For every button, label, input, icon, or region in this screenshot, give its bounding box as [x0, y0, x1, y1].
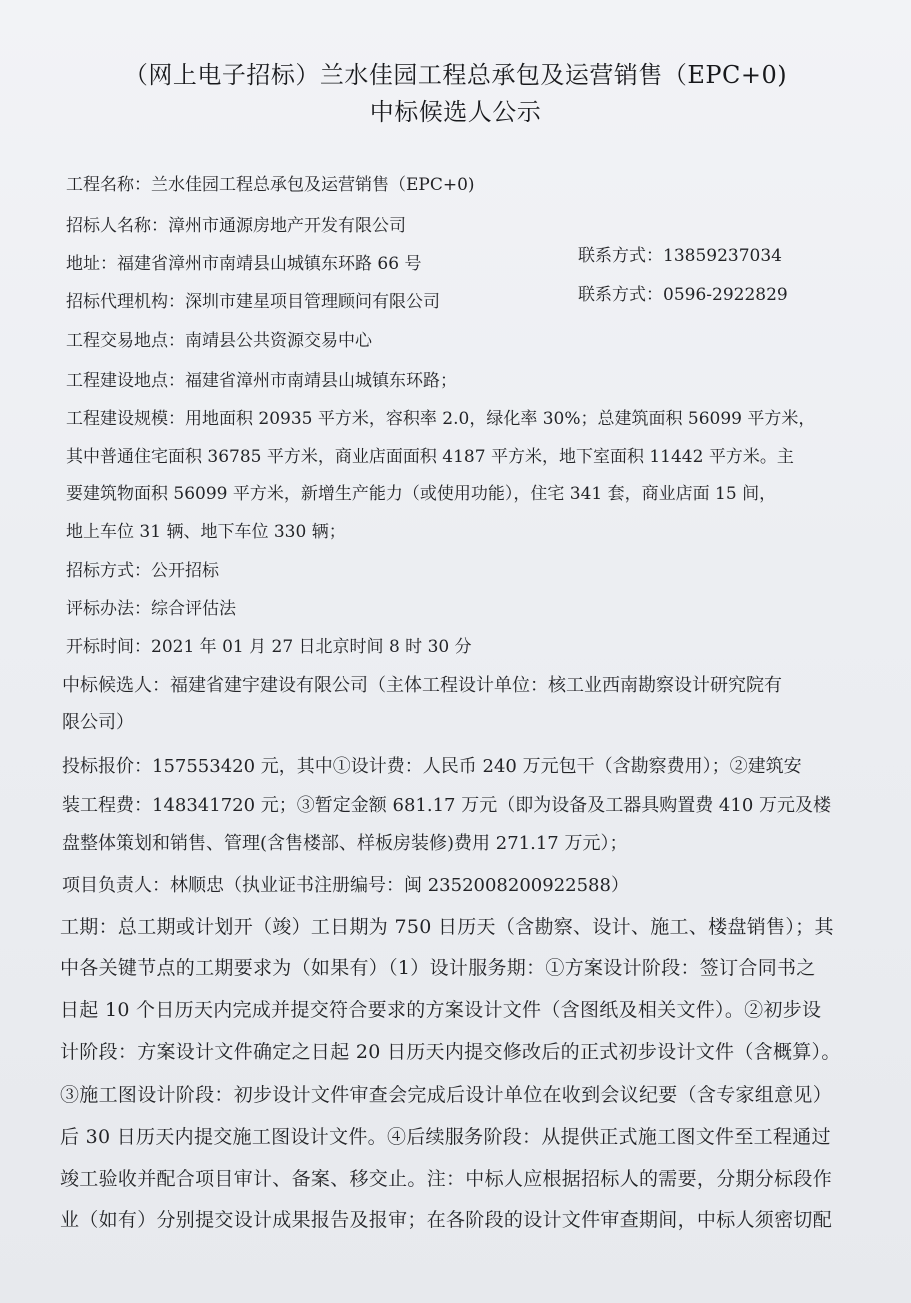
duration-line-6: 后 30 日历天内提交施工图设计文件。④后续服务阶段：从提供正式施工图文件至工程通过	[60, 1126, 831, 1148]
agency-contact: 联系方式：0596-2922829	[578, 285, 788, 305]
project-manager-line: 项目负责人：林顺忠（执业证书注册编号：闽 2352008200922588）	[62, 875, 629, 896]
duration-line-3: 日起 10 个日历天内完成并提交符合要求的方案设计文件（含图纸及相关文件）。②初步设	[60, 999, 822, 1021]
candidate-line-1: 中标候选人：福建省建宇建设有限公司（主体工程设计单位：核工业西南勘察设计研究院有	[62, 675, 782, 696]
bid-price-line-2: 装工程费：148341720 元；③暂定金额 681.17 万元（即为设备及工器具购置费 410 万元及楼	[62, 795, 832, 816]
project-name-line: 工程名称：兰水佳园工程总承包及运营销售（EPC+0)	[66, 175, 475, 195]
duration-line-1: 工期：总工期或计划开（竣）工日期为 750 日历天（含勘察、设计、施工、楼盘销售）；其	[60, 916, 834, 938]
candidate-line-2: 限公司）	[62, 712, 134, 733]
trading-place-line: 工程交易地点：南靖县公共资源交易中心	[66, 331, 372, 351]
bid-opening-time-line: 开标时间：2021 年 01 月 27 日北京时间 8 时 30 分	[66, 637, 472, 657]
duration-line-8: 业（如有）分别提交设计成果报告及报审；在各阶段的设计文件审查期间，中标人须密切配	[60, 1209, 833, 1231]
evaluation-method-line: 评标办法：综合评估法	[66, 599, 236, 619]
document-subtitle: 中标候选人公示	[369, 98, 542, 126]
tenderer-name-line: 招标人名称：漳州市通源房地产开发有限公司	[66, 216, 406, 236]
duration-line-2: 中各关键节点的工期要求为（如果有）（1）设计服务期：①方案设计阶段：签订合同书之	[60, 957, 816, 979]
duration-line-4: 计阶段：方案设计文件确定之日起 20 日历天内提交修改后的正式初步设计文件（含概算）。	[60, 1041, 841, 1063]
scale-line-2: 其中普通住宅面积 36785 平方米，商业店面面积 4187 平方米，地下室面积 11442 平方米。主	[66, 447, 794, 467]
address-line: 地址：福建省漳州市南靖县山城镇东环路 66 号	[66, 254, 422, 274]
document-title: （网上电子招标）兰水佳园工程总承包及运营销售（EPC+0)	[123, 61, 788, 89]
duration-line-7: 竣工验收并配合项目审计、备案、移交止。注：中标人应根据招标人的需要，分期分标段作	[60, 1168, 833, 1190]
bid-price-line-1: 投标报价：157553420 元，其中①设计费：人民币 240 万元包干（含勘察费用）；②建筑安	[62, 756, 802, 777]
scale-line-3: 要建筑物面积 56099 平方米，新增生产能力（或使用功能），住宅 341 套，商业店面 15 间，	[66, 484, 777, 504]
bid-price-line-3: 盘整体策划和销售、管理(含售楼部、样板房装修)费用 271.17 万元）；	[62, 833, 628, 854]
scale-line-4: 地上车位 31 辆、地下车位 330 辆；	[66, 522, 346, 542]
scale-line-1: 工程建设规模：用地面积 20935 平方米，容积率 2.0，绿化率 30%；总建筑面积 56099 平方米，	[66, 409, 816, 429]
tender-method-line: 招标方式：公开招标	[66, 561, 219, 581]
agency-line: 招标代理机构：深圳市建星项目管理顾问有限公司	[66, 292, 440, 312]
tenderer-contact: 联系方式：13859237034	[578, 246, 782, 266]
construction-site-line: 工程建设地点：福建省漳州市南靖县山城镇东环路；	[66, 371, 457, 391]
duration-line-5: ③施工图设计阶段：初步设计文件审查会完成后设计单位在收到会议纪要（含专家组意见）	[60, 1084, 833, 1106]
